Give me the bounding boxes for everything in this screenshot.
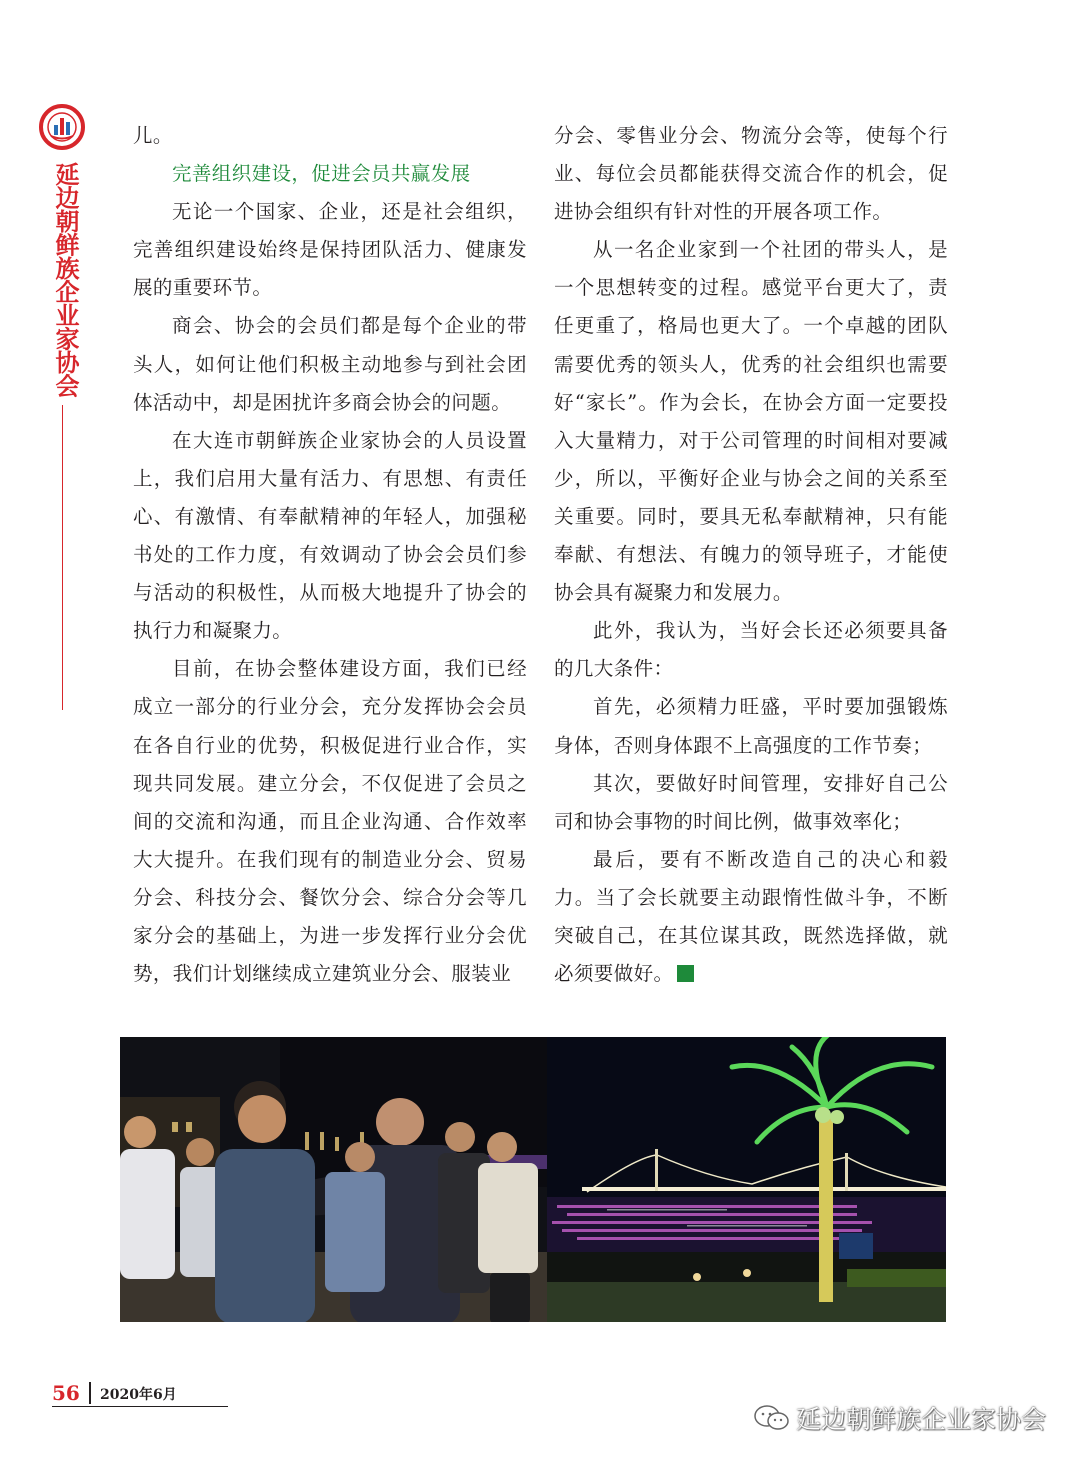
paragraph: 最后，要有不断改造自己的决心和毅力。当了会长就要主动跟惰性做斗争，不断突破自己，在其位谋其政，既然选择做，就必须要做好。 xyxy=(554,847,948,986)
photo-strip xyxy=(120,1037,946,1322)
association-logo-icon xyxy=(38,103,86,151)
photo-group-greeting xyxy=(120,1037,547,1322)
footer-rule xyxy=(52,1406,228,1407)
sidebar-title: 延边朝鲜族企业家协会 xyxy=(51,162,79,397)
paragraph: 无论一个国家、企业，还是社会组织，完善组织建设始终是保持团队活力、健康发展的重要环节。 xyxy=(133,200,527,300)
wechat-icon xyxy=(754,1404,790,1432)
wechat-watermark xyxy=(754,1400,1046,1436)
paragraph: 首先，必须精力旺盛，平时要加强锻炼身体，否则身体跟不上高强度的工作节奏； xyxy=(554,695,948,757)
article-right-column xyxy=(554,117,948,993)
page-number: 56 xyxy=(52,1381,80,1405)
paragraph: 此外，我认为，当好会长还必须要具备的几大条件： xyxy=(554,619,948,681)
paragraph: 在大连市朝鲜族企业家协会的人员设置上，我们启用大量有活力、有思想、有责任心、有激情、有奉献精神的年轻人，加强秘书处的工作力度，有效调动了协会会员们参与活动的积极性，从而极大地提升了协会的执行力和凝聚力。 xyxy=(133,428,527,643)
paragraph: 其次，要做好时间管理，安排好自己公司和协会事物的时间比例，做事效率化； xyxy=(554,771,948,833)
footer-separator xyxy=(89,1382,91,1404)
paragraph: 商会、协会的会员们都是每个企业的带头人，如何让他们积极主动地参与到社会团体活动中，却是困扰许多商会协会的问题。 xyxy=(133,314,527,414)
paragraph: 目前，在协会整体建设方面，我们已经成立一部分的行业分会，充分发挥协会会员在各自行业的优势，积极促进行业合作，实现共同发展。建立分会，不仅促进了会员之间的交流和沟通，而且企业沟通、合作效率大大提升。在我们现有的制造业分会、贸易分会、科技分会、餐饮分会、综合分会等几家分会的基础上，为进一步发挥行业分会优势，我们计划继续成立建筑业分会、服装业 xyxy=(133,657,527,986)
article-end-mark xyxy=(677,965,694,982)
sidebar-rule xyxy=(62,405,63,710)
section-heading: 完善组织建设，促进会员共赢发展 xyxy=(172,162,471,186)
photo-bridge-night xyxy=(547,1037,946,1322)
issue-date: 2020年6月 xyxy=(100,1387,177,1403)
paragraph: 从一名企业家到一个社团的带头人，是一个思想转变的过程。感觉平台更大了，责任更重了，格局也更大了。一个卓越的团队需要优秀的领头人，优秀的社会组织也需要好“家长”。作为会长，在协会方面一定要投入大量精力，对于公司管理的时间相对要减少，所以，平衡好企业与协会之间的关系至关重要。同时，要具无私奉献精神，只有能奉献、有想法、有魄力的领导班子，才能使协会具有凝聚力和发展力。 xyxy=(554,238,948,605)
paragraph: 分会、零售业分会、物流分会等，使每个行业、每位会员都能获得交流合作的机会，促进协会组织有针对性的开展各项工作。 xyxy=(554,124,948,224)
watermark-text: 延边朝鲜族企业家协会 xyxy=(795,1405,1046,1434)
paragraph: 儿。 xyxy=(133,124,173,147)
article-left-column xyxy=(133,117,527,993)
